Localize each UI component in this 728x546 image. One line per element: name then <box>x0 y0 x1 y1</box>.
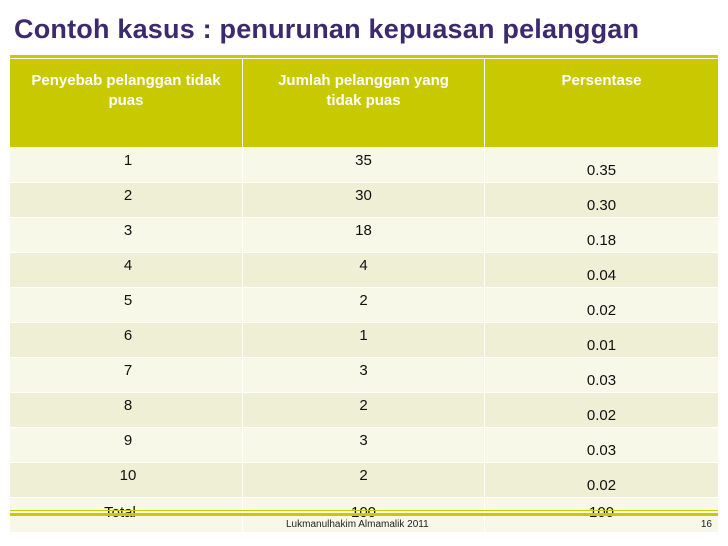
data-table <box>10 59 718 532</box>
cell-percentage: 0.30 <box>586 197 617 214</box>
cell-percentage: 0.03 <box>586 372 617 389</box>
cell-count: 2 <box>359 397 368 414</box>
cell-count: 2 <box>359 467 368 484</box>
cell-count: 3 <box>359 432 368 449</box>
cell-cause: 4 <box>123 257 133 274</box>
page-number: 16 <box>700 519 712 530</box>
cell-percentage: 0.01 <box>586 337 617 354</box>
cell-percentage: 0.35 <box>586 162 617 179</box>
table-row <box>10 322 718 357</box>
table-row <box>10 182 718 217</box>
table-row <box>10 287 718 322</box>
table-row <box>10 147 718 182</box>
table-row <box>10 252 718 287</box>
table-row <box>10 462 718 497</box>
header-cause: Penyebab pelanggan tidak puas <box>10 59 242 147</box>
cell-count: 3 <box>359 362 368 379</box>
header-count: Jumlah pelanggan yang tidak puas <box>242 59 484 147</box>
footer-divider-thin <box>10 510 718 511</box>
cell-percentage: 0.02 <box>586 477 617 494</box>
cell-cause: 8 <box>123 397 133 414</box>
table-row <box>10 427 718 462</box>
cell-cause: 9 <box>123 432 133 449</box>
footer-author: Lukmanulhakim Almamalik 2011 <box>286 519 429 530</box>
table-row <box>10 357 718 392</box>
cell-count: 18 <box>355 222 372 239</box>
table-row <box>10 217 718 252</box>
table-row <box>10 392 718 427</box>
cell-count: 2 <box>359 292 368 309</box>
cell-percentage: 0.02 <box>586 302 617 319</box>
cell-count: 35 <box>355 152 372 169</box>
cell-cause: 7 <box>123 362 133 379</box>
cell-count: 30 <box>355 187 372 204</box>
cell-cause: 2 <box>123 187 133 204</box>
cell-percentage: 0.04 <box>586 267 617 284</box>
page-title: Contoh kasus : penurunan kepuasan pelanggan <box>14 14 640 44</box>
header-percentage: Persentase <box>484 59 718 147</box>
cell-count: 4 <box>359 257 368 274</box>
cell-cause: 6 <box>123 327 133 344</box>
cell-cause: 3 <box>123 222 133 239</box>
cell-percentage: 0.18 <box>586 232 617 249</box>
title-divider <box>10 55 718 58</box>
cell-cause: 5 <box>123 292 133 309</box>
table-header-row <box>10 59 718 147</box>
cell-percentage: 0.03 <box>586 442 617 459</box>
footer-divider <box>10 513 718 516</box>
cell-count: 1 <box>359 327 368 344</box>
cell-percentage: 0.02 <box>586 407 617 424</box>
cell-cause: 1 <box>123 152 133 169</box>
cell-cause: 10 <box>119 467 137 484</box>
